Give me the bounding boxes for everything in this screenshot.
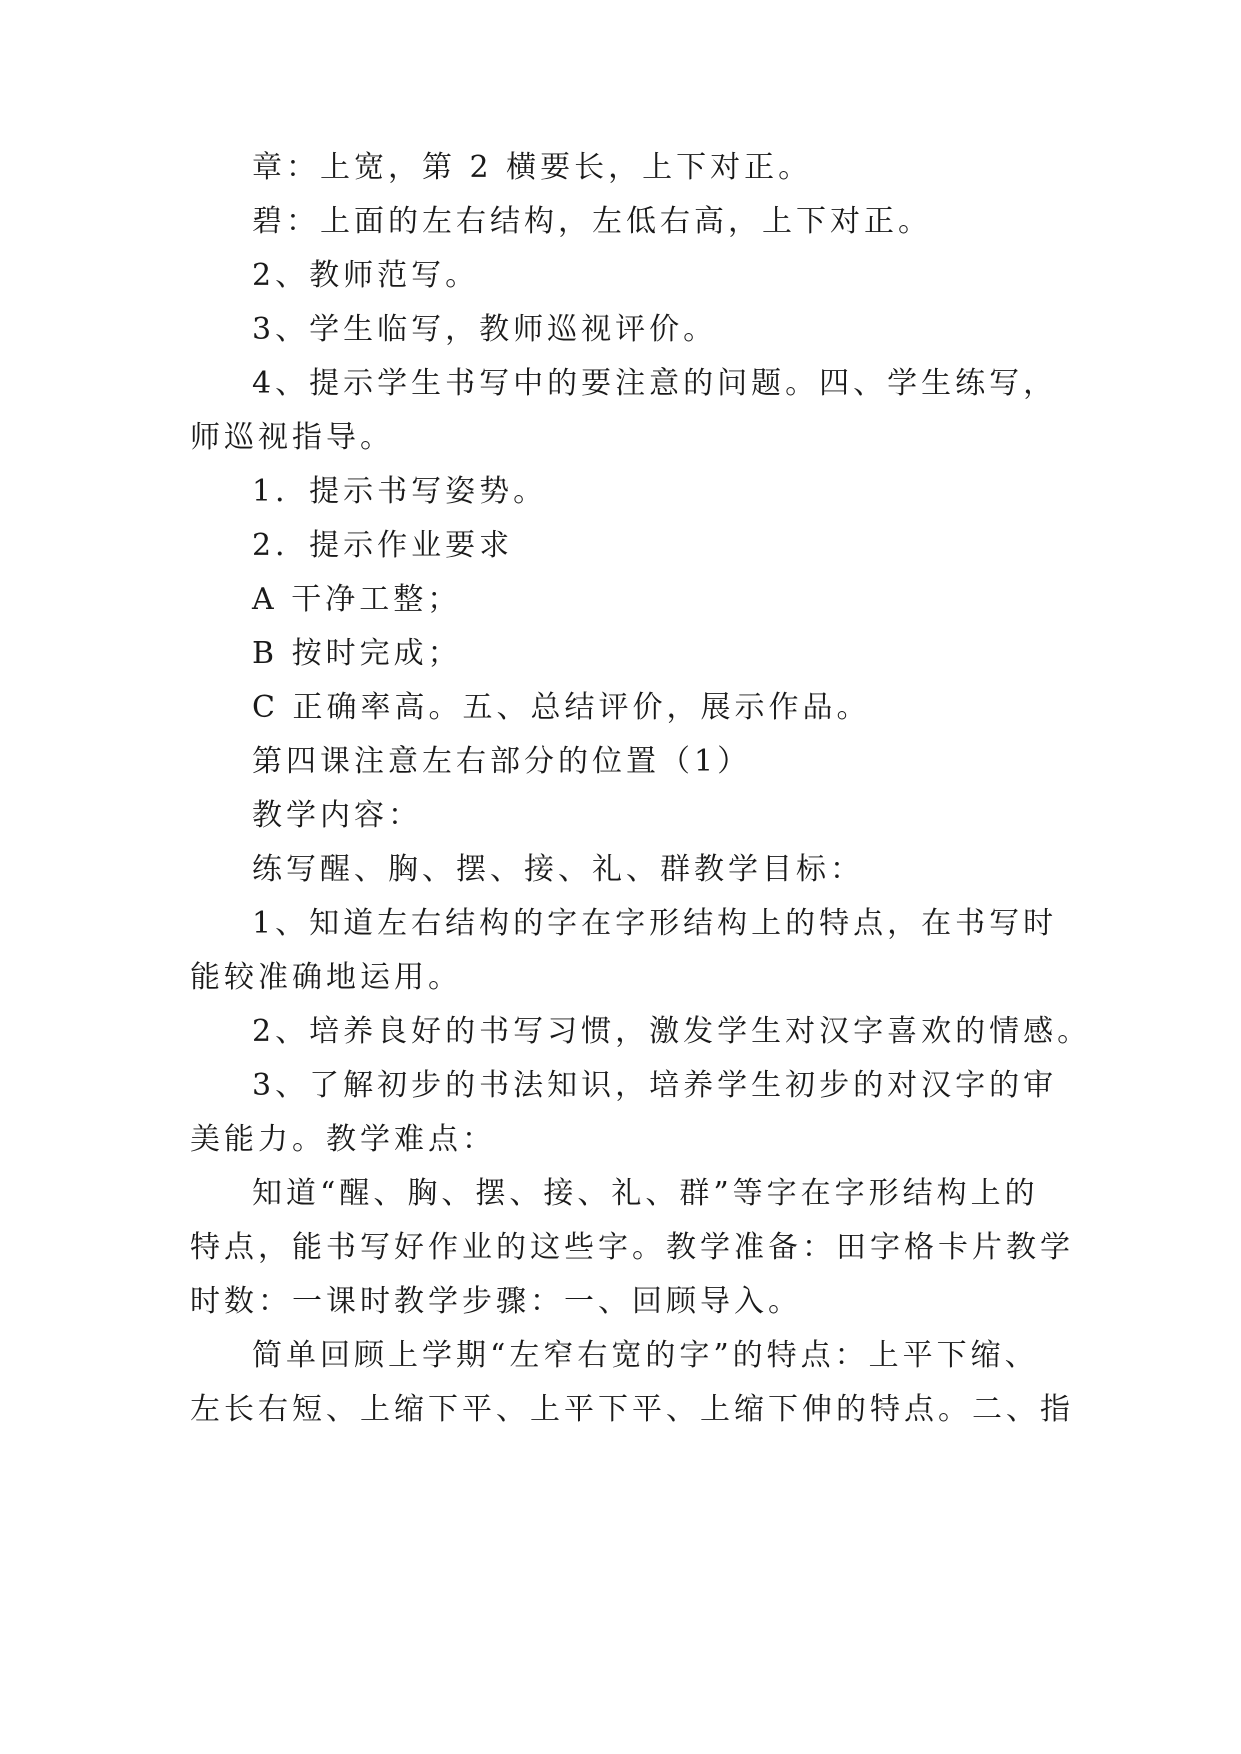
text-line: 1．提示书写姿势。 [252,474,548,509]
text-line: 左长右短、上缩下平、上平下平、上缩下伸的特点。二、指 [190,1392,1074,1427]
text-line: 特点，能书写好作业的这些字。教学准备：田字格卡片教学 [190,1230,1074,1265]
text-line: 3、学生临写，教师巡视评价。 [252,312,718,347]
text-line: 知道“醒、胸、摆、接、礼、群”等字在字形结构上的 [252,1176,1039,1211]
text-line: 简单回顾上学期“左窄右宽的字”的特点：上平下缩、 [252,1338,1039,1373]
section-heading: 第四课注意左右部分的位置（1） [252,744,752,779]
text-line: A 干净工整； [252,582,462,617]
text-line: B 按时完成； [252,636,462,671]
text-line: 师巡视指导。 [190,420,394,455]
text-line: 练写醒、胸、摆、接、礼、群教学目标： [252,852,864,887]
text-line: 2、教师范写。 [252,258,480,293]
text-line: 4、提示学生书写中的要注意的问题。四、学生练写， [252,366,1058,401]
text-line: 能较准确地运用。 [190,960,462,995]
text-line: 1、知道左右结构的字在字形结构上的特点，在书写时 [252,906,1058,941]
text-line: 章：上宽，第 2 横要长，上下对正。 [252,150,813,185]
text-line: 碧：上面的左右结构，左低右高，上下对正。 [252,204,932,239]
text-line: 2、培养良好的书写习惯，激发学生对汉字喜欢的情感。 [252,1014,1092,1049]
text-line: 2．提示作业要求 [252,528,514,563]
text-line: 时数：一课时教学步骤：一、回顾导入。 [190,1284,802,1319]
text-line: 3、了解初步的书法知识，培养学生初步的对汉字的审 [252,1068,1058,1103]
text-line: 教学内容： [252,798,422,833]
text-line: C 正确率高。五、总结评价，展示作品。 [252,690,871,725]
text-line: 美能力。教学难点： [190,1122,496,1157]
